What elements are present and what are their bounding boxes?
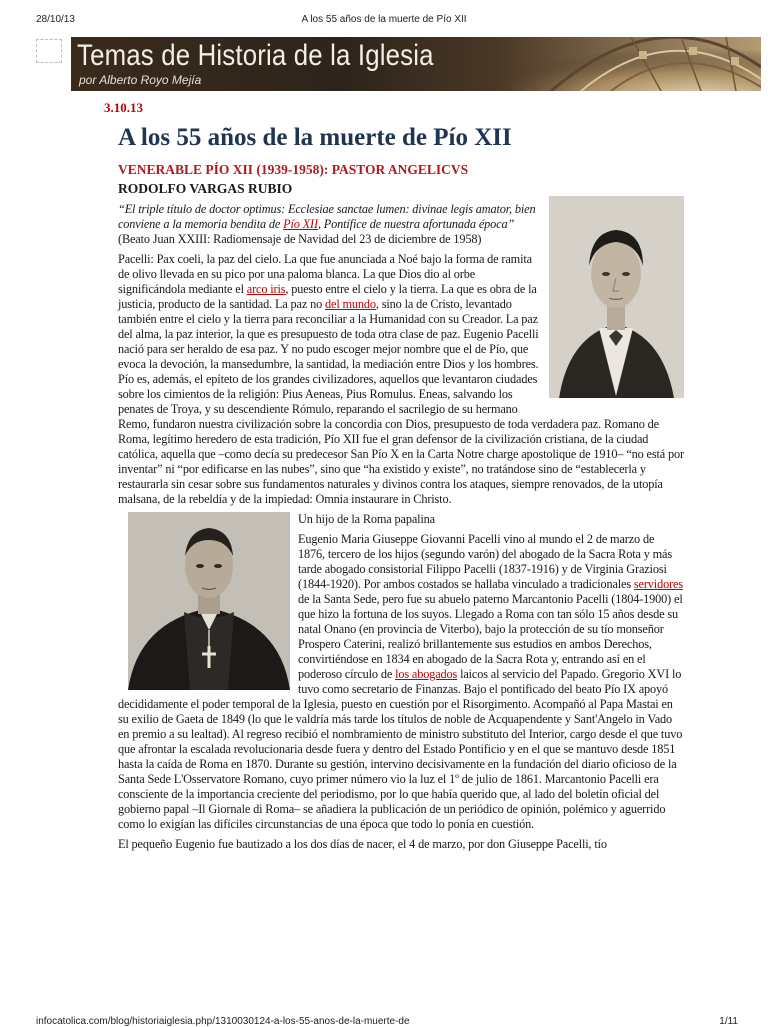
post-title[interactable]: A los 55 años de la muerte de Pío XII [118, 124, 512, 151]
young-pacelli-photo [549, 196, 684, 398]
post-author: RODOLFO VARGAS RUBIO [118, 181, 293, 196]
print-header [0, 0, 768, 30]
broken-image-placeholder [36, 39, 62, 63]
print-date: 28/10/13 [36, 14, 75, 25]
print-page-number: 1/11 [719, 1016, 738, 1027]
print-page-title: A los 55 años de la muerte de Pío XII [301, 14, 467, 25]
post-subtitle: VENERABLE PÍO XII (1939-1958): PASTOR ANGELICVS [118, 162, 469, 177]
link-arco-iris[interactable]: arco iris [246, 282, 286, 296]
basilica-dome-image [511, 37, 761, 91]
quote-text-after: , Pontífice de nuestra afortunada época” [317, 217, 515, 231]
link-del-mundo[interactable]: del mundo [325, 297, 376, 311]
link-servidores[interactable]: servidores [633, 577, 683, 591]
banner-title: Temas de Historia de la Iglesia [77, 39, 434, 72]
pacelli-cardinal-photo [128, 512, 290, 690]
paragraph-text: Eugenio Maria Giuseppe Giovanni Pacelli vino al mundo el 2 de marzo de 1876, tercero de los hijos (segundo varón) del abogado de la Sacra Rota y más tarde abogado consistorial Filippo Pacelli (1837-1916) y de Virginia Graziosi (1844-1920). Por ambos costados se hallaba vinculado a tradicionales [298, 532, 672, 591]
link-los-abogados[interactable]: los abogados [395, 667, 458, 681]
paragraph-text: Pacelli: Pax coeli, la paz del cielo. La que fue anunciada a Noé bajo la forma de ramita de olivo llevada en su pico por una paloma blanca. La que Dios dio al orbe significándola mediante el [118, 252, 532, 296]
paragraph-baptism: El pequeño Eugenio fue bautizado a los dos días de nacer, el 4 de marzo, por don Giuseppe Pacelli, tío [118, 837, 607, 851]
banner-subtitle: por Alberto Royo Mejía [79, 73, 202, 87]
quote-text-before: “El triple título de doctor optimus: Ecclesiae sanctae lumen: divinae legis amator, bien conviene a la memoria bendita de [118, 202, 536, 231]
blog-banner[interactable] [71, 37, 761, 91]
post-date: 3.10.13 [104, 100, 143, 115]
paragraph-text: , sino la de Cristo, levantado también entre el cielo y la tierra para reconciliar a la Humanidad con su Creador. La paz del alma, la paz interior, la que es presupuesto de toda otra clase de paz. Eugenio Pacelli nació para ser heraldo de esa paz. Y no pudo escoger mejor nombre que el de Pío, que evoca la devoción, la mansedumbre, la santidad, la mediación entre Dios y los hombres. Pío es, además, el epíteto de los grandes civilizadores, aquellos que levantaron ciudades sobre los cimientos de la religión: Pius Aeneas, Pius Romulus. Eneas, salvando los penates de Troya, y su descendiente Rómulo, reparando el sacrilegio de su hermano Remo, fundaron nuestra civilización sobre la concordia con Dios, presupuesto de toda verdadera paz. Romano de Roma, legítimo heredero de esta tradición, Pío XII fue el gran defensor de la civilización cristiana, de la ciudad católica, aquella que –como decía su predecesor San Pío X en la Carta Notre charge apostolique de 1910– “no está por inventar” ni “por edificarse en las nubes”, sino que “ha existido y existe”, no tratándose sino de “establecerla y restaurarla sin cesar sobre sus fundamentos naturales y divinos contra los ataques, siempre renovados, de la utopía malsana, de la rebeldía y de la impiedad: Omnia instaurare in Christo. [118, 297, 684, 506]
post-content [118, 162, 684, 857]
paragraph-text: laicos al servicio del Papado. Gregorio XVI lo tuvo como secretario de Finanzas. Bajo el pontificado del beato Pío IX apoyó decididamente el poder temporal de la Iglesia, puesto en cuestión por el Risorgimento. Acompañó al Papa Mastai en su exilio de Gaeta de 1849 (lo que le valdría más tarde los títulos de noble de Acquapendente y Sant'Angelo in Vado en premio a su lealtad). Al regreso recibió el nombramiento de ministro substituto del Interior, cargo desde el que tuvo que afrontar la escalada revolucionaria desde fuera y dentro del Estado Pontificio y en el que se mantuvo desde 1851 hasta la caída de Roma en 1870. Durante su gestión, intervino decisivamente en la fundación del diario oficioso de la Santa Sede L'Osservatore Romano, cuyo primer número vio la luz el 1º de julio de 1861. Marcantonio Pacelli era consciente de la importancia creciente del periodismo, por lo que había querido que, al lado del boletín oficial del gobierno papal –Il Giornale di Roma– se añadiera la publicación de un periódico de opinión, polémico y aguerrido como lo exigían las difíciles circunstancias de una época que todo lo ponía en cuestión. [118, 667, 683, 831]
print-url: infocatolica.com/blog/historiaiglesia.php/1310030124-a-los-55-anos-de-la-muerte-de [36, 1016, 410, 1027]
section-heading: Un hijo de la Roma papalina [298, 512, 435, 526]
paragraph-text: , puesto entre el cielo y la tierra. La que es obra de la justicia, producto de la santidad. La paz no [118, 282, 537, 311]
link-pio-xii[interactable]: Pío XII [283, 217, 318, 231]
paragraph-text: de la Santa Sede, pero fue su abuelo paterno Marcantonio Pacelli (1804-1900) el que hizo la fortuna de los suyos. Llegado a Roma con tan sólo 15 años desde su natal Onano (en provincia de Viterbo), bajo la protección de su tío monseñor Prospero Caterini, realizó brillantemente sus estudios en ambos Derechos, convirtiéndose en 1834 en abogado de la Sacra Rota y, entrando así en el poderoso círculo de [298, 592, 683, 681]
quote-source: (Beato Juan XXIII: Radiomensaje de Navidad del 23 de diciembre de 1958) [118, 232, 482, 246]
